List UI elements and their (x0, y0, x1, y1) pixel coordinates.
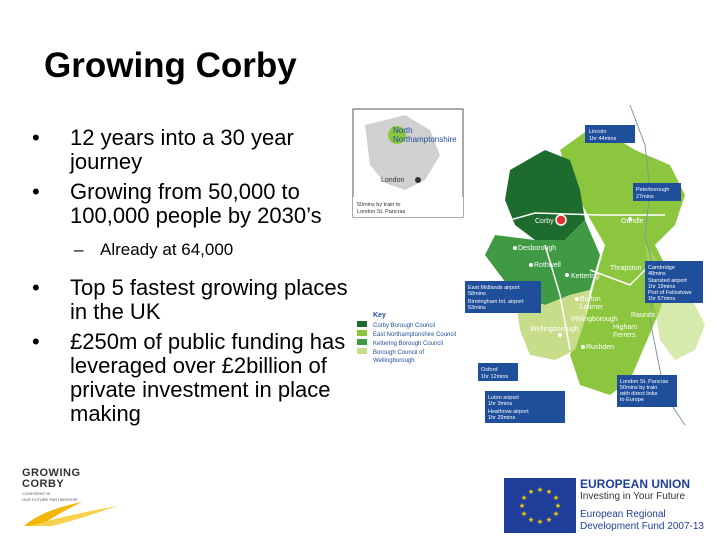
inset-note: 50mins by train to (357, 202, 401, 208)
callout-london-airports (485, 391, 565, 423)
svg-text:★: ★ (520, 511, 528, 518)
bullet-item (30, 276, 350, 324)
callout-oxford (478, 363, 518, 381)
inset-title: North (393, 126, 413, 135)
bullet-item (30, 330, 350, 426)
town-label-irthlingborough: Irthlingborough (571, 316, 618, 323)
key-swatch-corby (357, 321, 367, 327)
town-label-rothwell: Rothwell (534, 262, 561, 269)
town-marker (513, 246, 517, 250)
svg-text:with direct links: with direct links (620, 391, 658, 397)
svg-text:48mins: 48mins (648, 271, 666, 277)
svg-text:to Europe: to Europe (620, 397, 644, 403)
town-marker (565, 273, 569, 277)
town-label-rushden: Rushden (586, 344, 615, 351)
eu-flag-icon (504, 478, 576, 533)
sub-bullet-item (30, 238, 350, 262)
svg-text:★: ★ (545, 489, 553, 496)
town-marker (575, 297, 579, 301)
town-label-higham-ferrers: Ferrers (613, 332, 636, 339)
bullet-list (30, 126, 350, 432)
eu-funding-logo (504, 478, 714, 533)
svg-text:Luton airport: Luton airport (488, 395, 519, 401)
key-swatch-east-northants (357, 330, 367, 336)
key-item: East Northamptonshire Council (373, 332, 457, 338)
bullet-text: Growing from 50,000 to 100,000 people by 2030’s (70, 179, 322, 228)
town-label-kettering: Kettering (571, 273, 600, 280)
bullet-dot-icon: • (32, 275, 40, 300)
town-label-wellingborough: Wellingborough (530, 326, 579, 333)
town-label-thrapston: Thrapston (610, 265, 642, 272)
svg-text:Cambridge: Cambridge (648, 265, 675, 271)
key-swatch-wellingborough (357, 348, 367, 354)
svg-text:1hr 12mins: 1hr 12mins (481, 374, 509, 380)
svg-text:1hr 57mins: 1hr 57mins (648, 296, 676, 302)
eu-text-block (580, 478, 714, 533)
inset-title: Northamptonshire (393, 135, 457, 144)
svg-text:★: ★ (554, 503, 562, 510)
callout-cambridge-stansted-felixstowe (645, 261, 703, 303)
svg-text:1hr 19mins: 1hr 19mins (648, 284, 676, 290)
svg-text:1hr 29mins: 1hr 29mins (488, 415, 516, 421)
svg-text:★: ★ (536, 487, 544, 494)
svg-text:★: ★ (518, 503, 526, 510)
key-title: Key (373, 312, 386, 319)
svg-text:★: ★ (552, 511, 560, 518)
eu-heading: EUROPEAN UNION (580, 477, 691, 491)
town-label-desborough: Desborough (518, 245, 557, 252)
eu-tagline: Investing in Your Future (580, 491, 686, 502)
inset-note: London St. Pancras (357, 209, 406, 215)
svg-text:1hr 44mins: 1hr 44mins (589, 136, 617, 142)
svg-text:★: ★ (527, 489, 535, 496)
bullet-text: £250m of public funding has leveraged over £2billion of private investment in place making (70, 329, 346, 426)
svg-text:Oxford: Oxford (481, 367, 498, 373)
eu-fund-name: Development Fund 2007-13 (580, 521, 704, 532)
dash-icon: – (74, 240, 84, 259)
svg-text:58mins: 58mins (468, 291, 486, 297)
map-key (357, 312, 456, 364)
svg-text:★: ★ (527, 517, 535, 524)
bullet-dot-icon: • (32, 125, 40, 150)
svg-text:53mins: 53mins (468, 305, 486, 311)
svg-text:Port of Felixstowe: Port of Felixstowe (648, 290, 692, 296)
eu-fund-name: European Regional (580, 509, 666, 520)
key-item: Wellingborough (373, 358, 415, 364)
town-label-burton-latimer: Burton (580, 296, 601, 303)
town-marker (529, 263, 533, 267)
inset-london-marker (415, 177, 421, 183)
callout-peterborough (633, 183, 681, 201)
town-label-higham-ferrers: Higham (613, 324, 638, 331)
bullet-text: 12 years into a 30 year journey (70, 125, 294, 174)
north-northamptonshire-map (345, 95, 720, 465)
town-label-raunds: Raunds (631, 312, 656, 319)
growing-corby-swoosh-icon (22, 498, 122, 528)
slide-title: Growing Corby (44, 46, 297, 85)
town-marker (558, 333, 562, 337)
svg-text:★: ★ (552, 495, 560, 502)
callout-airports-midlands (465, 281, 541, 313)
logo-tagline: OUR FUTURE PARTNERSHIP (22, 497, 78, 502)
corby-marker (556, 215, 566, 225)
callout-st-pancras (617, 375, 677, 407)
bullet-dot-icon: • (32, 329, 40, 354)
callout-lincoln (585, 125, 635, 143)
svg-text:Birmingham Int. airport: Birmingham Int. airport (468, 299, 524, 305)
key-swatch-kettering (357, 339, 367, 345)
svg-text:★: ★ (545, 517, 553, 524)
town-label-corby: Corby (535, 218, 554, 225)
svg-text:Peterborough: Peterborough (636, 187, 670, 193)
key-item: Corby Borough Council (373, 323, 436, 329)
logo-word: CORBY (22, 478, 65, 490)
svg-text:Stansted airport: Stansted airport (648, 278, 687, 284)
logo-word: GROWING (22, 467, 81, 479)
town-label-burton-latimer: Latimer (580, 304, 604, 311)
logo-tagline: CONFIDENT IN (22, 491, 51, 496)
svg-text:50mins by train: 50mins by train (620, 385, 658, 391)
key-item: Borough Council of (373, 350, 425, 356)
key-item: Kettering Borough Council (373, 341, 444, 347)
bullet-text: Top 5 fastest growing places in the UK (70, 275, 348, 324)
svg-text:East Midlands airport: East Midlands airport (468, 285, 520, 291)
svg-text:27mins: 27mins (636, 194, 654, 200)
bullet-dot-icon: • (32, 179, 40, 204)
bullet-item (30, 180, 350, 228)
growing-corby-logo (22, 468, 122, 532)
town-marker (581, 345, 585, 349)
svg-text:Lincoln: Lincoln (589, 129, 607, 135)
bullet-item (30, 126, 350, 174)
svg-text:★: ★ (520, 495, 528, 502)
town-label-oundle: Oundle (621, 218, 644, 225)
sub-bullet-text: Already at 64,000 (100, 240, 234, 259)
svg-text:★: ★ (536, 519, 544, 526)
svg-text:London St. Pancras: London St. Pancras (620, 379, 669, 385)
svg-text:1hr 3mins: 1hr 3mins (488, 401, 513, 407)
inset-london-label: London (381, 177, 405, 184)
svg-text:Heathrow airport: Heathrow airport (488, 409, 529, 415)
